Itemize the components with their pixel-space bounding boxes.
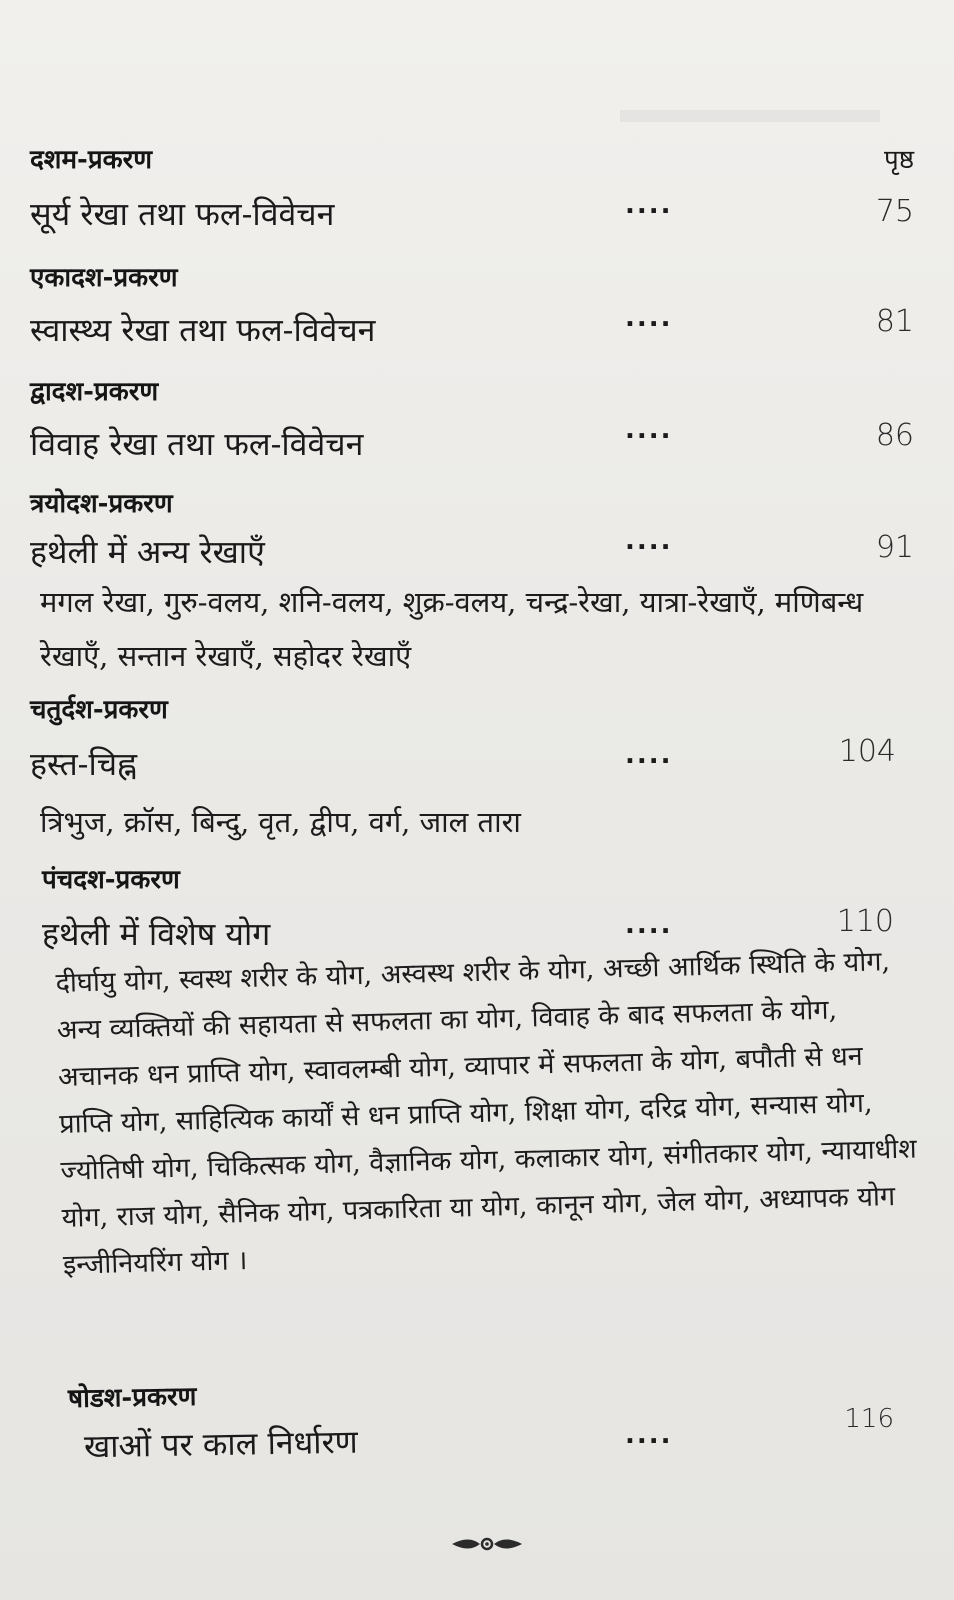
chapter-heading: पंचदश-प्रकरण [42,865,180,895]
chapter-details: दीर्घायु योग, स्वस्थ शरीर के योग, अस्वस्थ शरीर के योग, अच्छी आर्थिक स्थिति के योग, अन्य व्यक्तियों की सहायता से सफलता का योग, विवाह के बाद सफलता के योग, अचानक धन प्राप्ति योग, स्वावलम्बी योग, व्यापार में सफलता के योग, बपौती से धन प्राप्ति योग, साहित्यिक कार्यों से धन प्राप्ति योग, शिक्षा योग, दरिद्र योग, सन्यास योग, ज्योतिषी योग, चिकित्सक योग, वैज्ञानिक योग, कलाकार योग, संगीतकार योग, न्यायाधीश योग, राज योग, सैनिक योग, पत्रकारिता या योग, कानून योग, जेल योग, अध्यापक योग इन्जीनियरिंग योग । [55,946,917,1281]
page-number[interactable]: 86 [875,418,914,453]
flourish-ornament-icon [450,1532,524,1556]
chapter-details: मगल रेखा, गुरु-वलय, शनि-वलय, शुक्र-वलय, चन्द्र-रेखा, यात्रा-रेखाएँ, मणिबन्ध रेखाएँ, सन्तान रेखाएँ, सहोदर रेखाएँ [40,585,864,673]
page-column-label: पृष्ठ [884,145,915,175]
chapter-title[interactable]: स्वास्थ्य रेखा तथा फल-विवेचन [30,311,376,349]
chapter-heading: चतुर्दश-प्रकरण [30,695,168,725]
chapter-heading: द्वादश-प्रकरण [30,377,159,407]
chapter-details: त्रिभुज, क्रॉस, बिन्दु, वृत, द्वीप, वर्ग, जाल तारा [40,805,521,839]
chapter-title[interactable]: खाओं पर काल निर्धारण [83,1422,359,1466]
leader-dots: .... [625,190,673,220]
leader-dots: .... [625,1420,673,1450]
leader-dots: .... [625,303,673,333]
chapter-heading: त्रयोदश-प्रकरण [30,489,173,519]
bleed-through-shadow [620,110,880,192]
chapter-heading: षोडश-प्रकरण [67,1381,197,1415]
chapter-title[interactable]: हस्त-चिह्न [30,745,138,783]
chapter-heading: एकादश-प्रकरण [30,263,178,293]
leader-dots: .... [625,526,673,556]
leader-dots: .... [625,910,673,940]
chapter-title[interactable]: विवाह रेखा तथा फल-विवेचन [30,425,364,463]
chapter-title[interactable]: सूर्य रेखा तथा फल-विवेचन [30,195,335,233]
leader-dots: .... [625,415,673,445]
chapter-title[interactable]: हथेली में विशेष योग [42,915,271,953]
chapter-title[interactable]: हथेली में अन्य रेखाएँ [30,533,265,571]
page-number[interactable]: 75 [875,194,914,229]
chapter-heading: दशम-प्रकरण [30,145,153,175]
leader-dots: .... [625,740,673,770]
page-number[interactable]: 104 [838,734,896,769]
page-number[interactable]: 91 [875,530,914,565]
page-number[interactable]: 110 [836,904,894,939]
page-number[interactable]: 116 [844,1404,894,1434]
page-number[interactable]: 81 [875,304,914,339]
